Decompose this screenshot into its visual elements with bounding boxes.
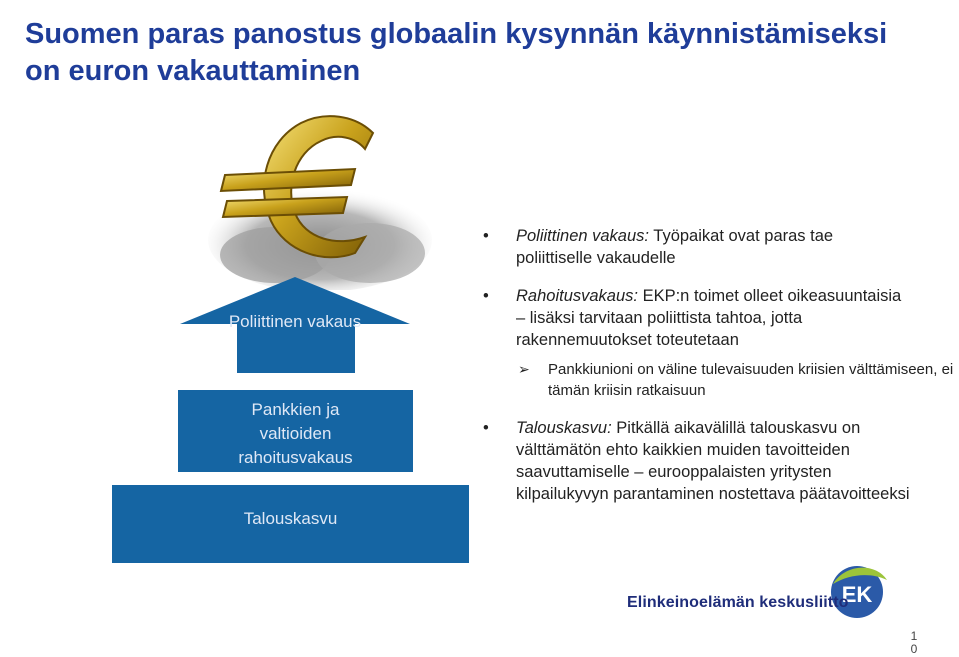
- bullet-text: Työpaikat ovat paras tae: [649, 227, 834, 245]
- page-number: [907, 630, 921, 656]
- euro-coin-illustration: [205, 105, 435, 290]
- bullet-text: EKP:n toimet olleet oikeasuuntaisia: [638, 287, 902, 305]
- pyramid-top-label: Poliittinen vakaus: [228, 312, 362, 331]
- arrow-bullet-icon: ➢: [518, 361, 530, 377]
- bullet-line: kilpailukyvyn parantaminen nostettava päätavoitteeksi: [516, 485, 910, 503]
- bullet-term: Poliittinen vakaus:: [516, 227, 649, 245]
- bullet-text: Pitkällä aikavälillä talouskasvu on: [611, 419, 861, 437]
- bullet-item: [480, 417, 959, 505]
- sub-bullet-line: Pankkiunioni on väline tulevaisuuden kriisien: [548, 361, 845, 378]
- ek-logo-mark: EK: [841, 582, 873, 607]
- pyramid-middle-line-3: rahoitusvakaus: [238, 448, 353, 467]
- bullet-item: [480, 285, 959, 351]
- pyramid-bottom-label: Talouskasvu: [243, 509, 338, 528]
- bullet-dot-icon: •: [483, 287, 489, 305]
- title-line-2: on euron vakauttaminen: [25, 55, 361, 87]
- bullet-dot-icon: •: [483, 227, 489, 245]
- page-number-digit: 1: [910, 629, 918, 643]
- pyramid-bottom-tier: [112, 485, 469, 563]
- sub-bullet-item: [480, 359, 959, 401]
- bullet-line: [516, 285, 959, 307]
- pyramid-middle-label: [178, 390, 413, 470]
- bullet-term: Talouskasvu:: [516, 419, 612, 437]
- bullet-line: rakennemuutokset toteutetaan: [516, 331, 739, 349]
- sub-bullet-line: välttämiseen, ei tämän kriisin ratkaisuun: [548, 361, 954, 399]
- bullet-line: – lisäksi tarvitaan poliittista tahtoa, jotta: [516, 309, 803, 327]
- bullet-list: [480, 225, 959, 505]
- bullet-dot-icon: •: [483, 419, 489, 437]
- slide-title: [25, 16, 945, 90]
- pyramid-middle-line-1: Pankkien ja: [251, 400, 340, 419]
- pyramid-middle-tier: [178, 390, 413, 472]
- bullet-item: [480, 225, 959, 269]
- bullet-line: välttämätön ehto kaikkien muiden tavoitteiden: [516, 441, 850, 459]
- page-number-digit: 0: [910, 642, 918, 656]
- bullet-line: [516, 225, 959, 247]
- bullet-line: [516, 417, 959, 439]
- bullet-term: Rahoitusvakaus:: [516, 287, 638, 305]
- pyramid-middle-line-2: valtioiden: [259, 424, 332, 443]
- title-line-1: Suomen paras panostus globaalin kysynnän käynnistämiseksi: [25, 18, 888, 50]
- bullet-line: saavuttamiselle – eurooppalaisten yritysten: [516, 463, 832, 481]
- ek-logo-text: Elinkeinoelämän keskusliitto: [627, 594, 849, 611]
- bullet-line: poliittiselle vakaudelle: [516, 249, 676, 267]
